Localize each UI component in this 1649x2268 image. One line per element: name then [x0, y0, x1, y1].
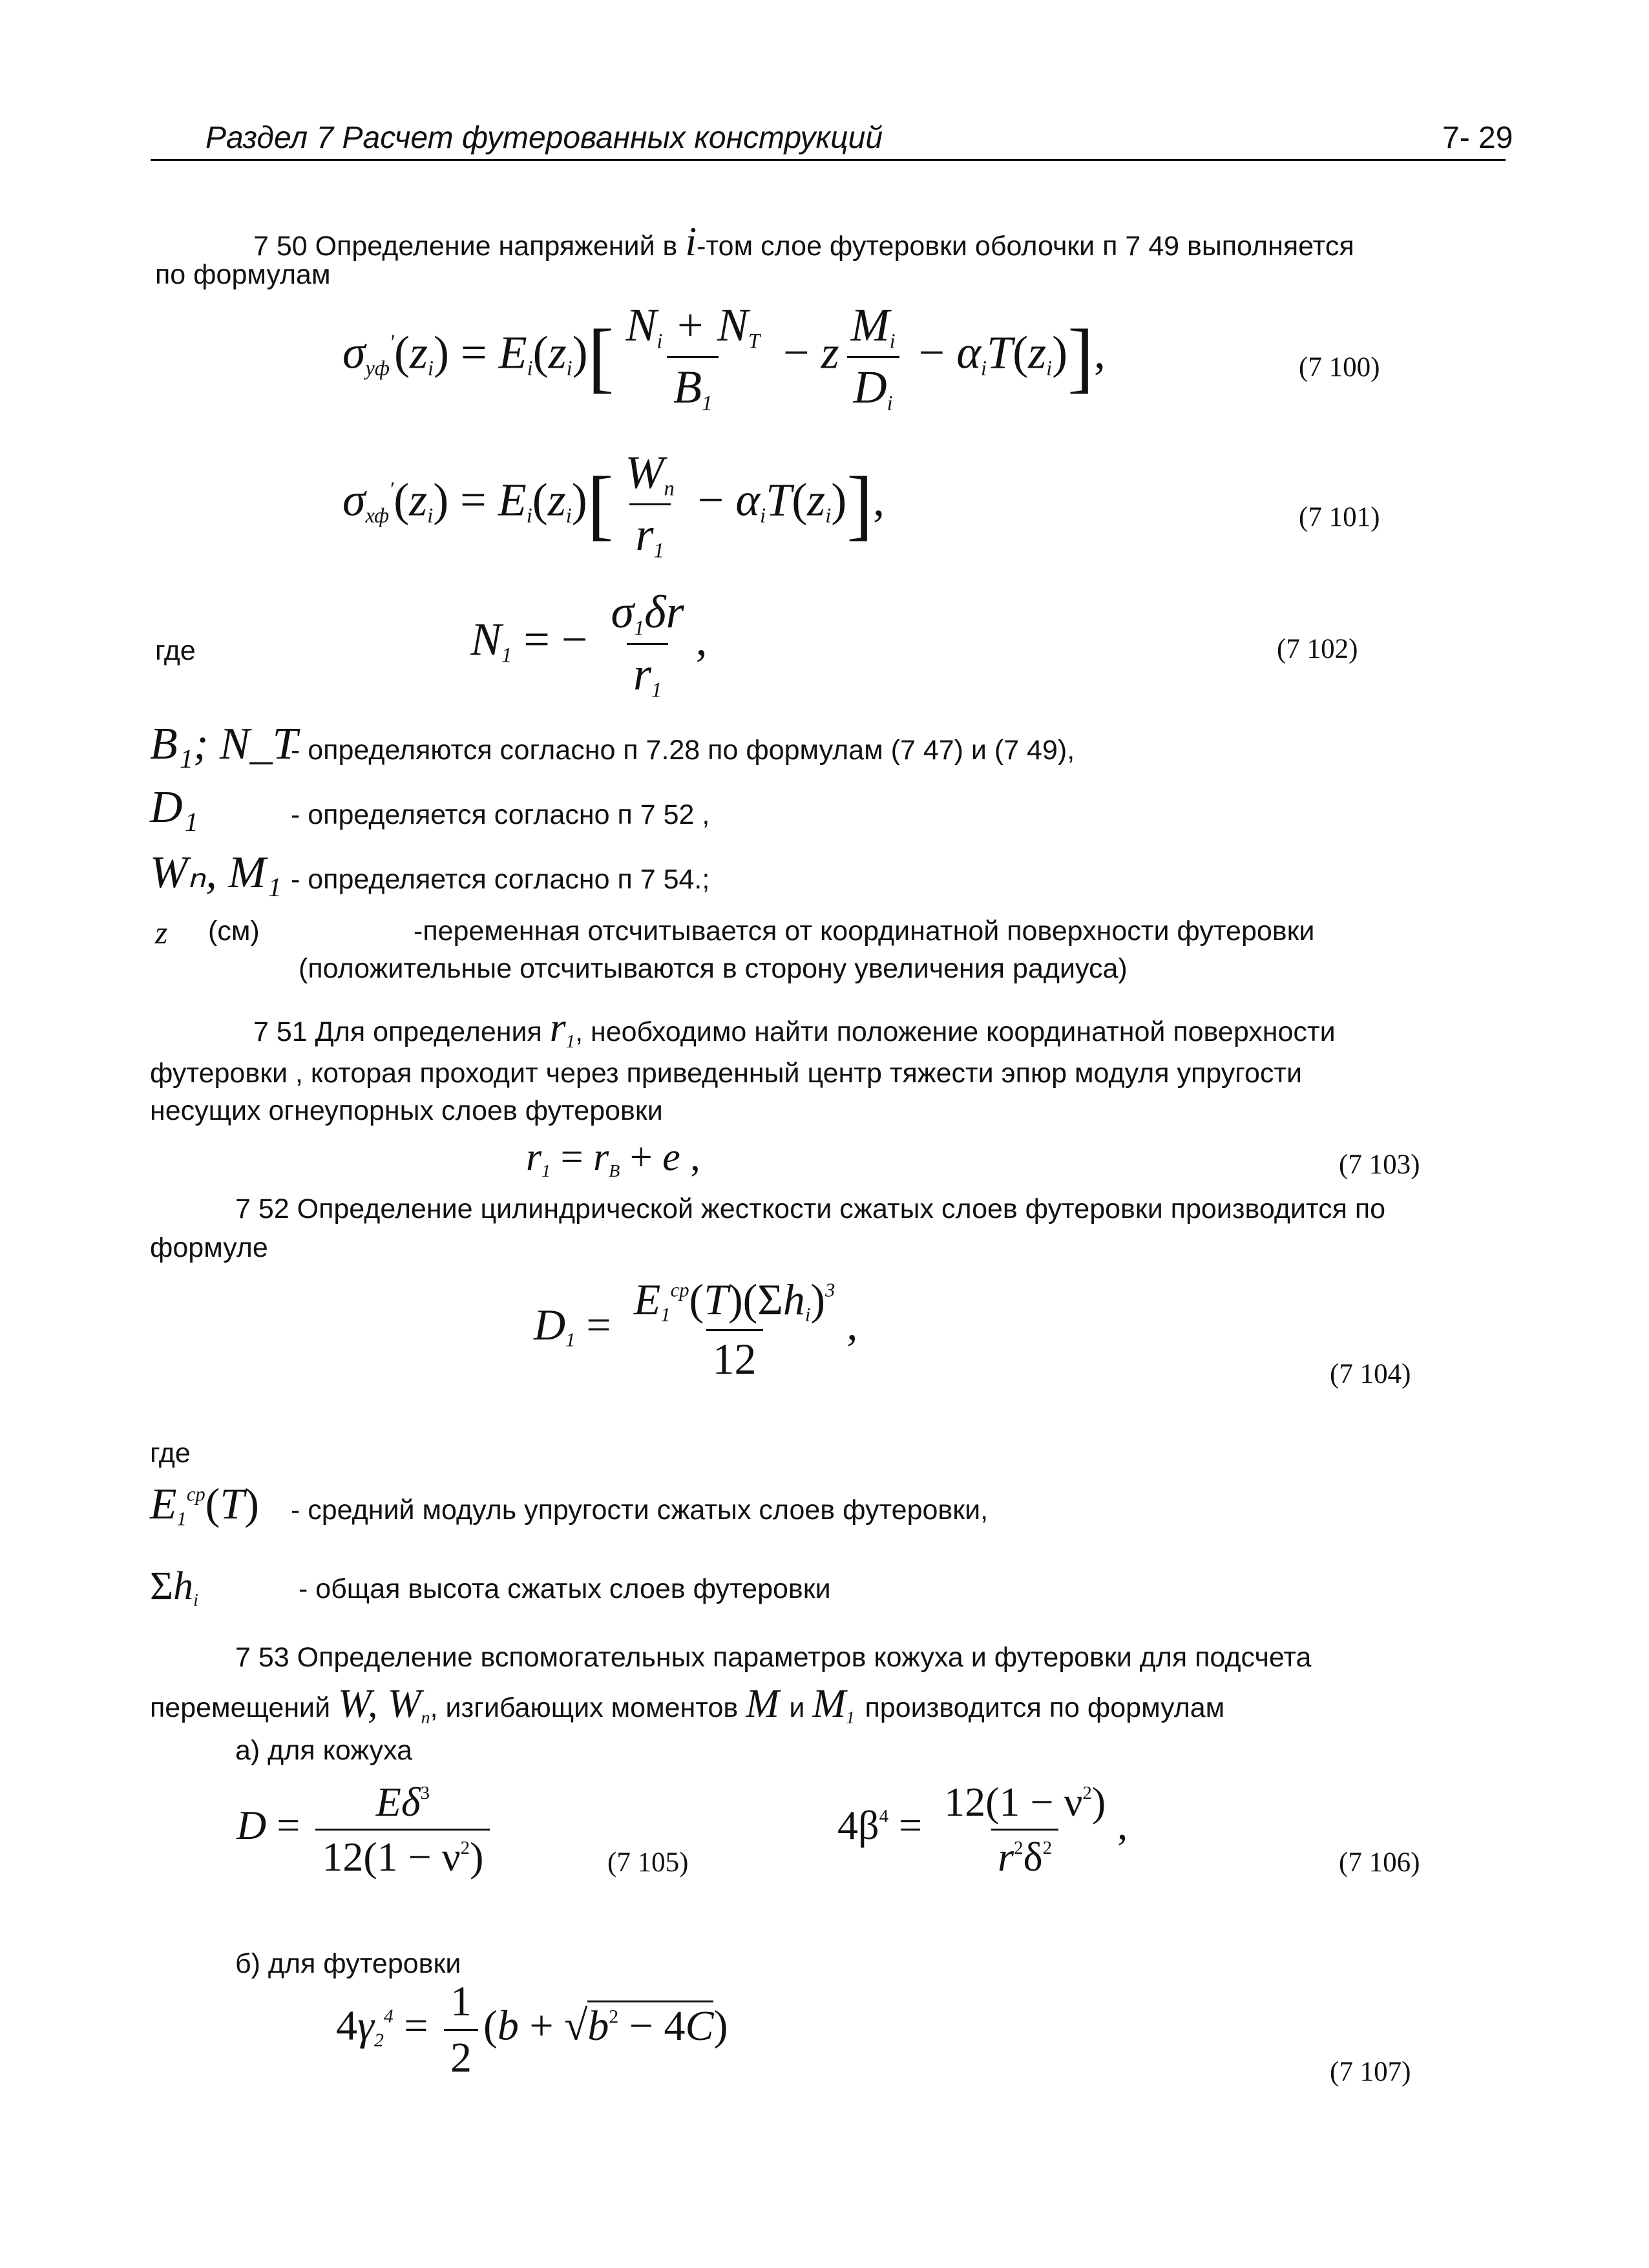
p751-text-a: 7 51 Для определения — [253, 1016, 542, 1047]
formula-7-100: $\sigma_{уф}'(z_i) = E_i(z_i)$[ $\frac{N_i + N_T}{B_1}$ − z $\frac{M_i}{D_i}$ − $\alpha_iT(z_i)$], — [342, 299, 1106, 415]
where-label-1: где — [155, 635, 196, 666]
formula-7-107: $4\gamma_2^4$ = $\frac{1}{2}$ $(b + √b^2 - 4C)$ — [336, 1978, 728, 2081]
formula-7-103: $r_1 = r_B + e$ , — [526, 1135, 700, 1181]
def-e-symbol: $E_1^{ср}(T)$ — [150, 1479, 259, 1530]
var-m: M — [746, 1682, 790, 1726]
var-m1: $M_1$ — [812, 1682, 855, 1728]
var-r1: $r_1$ — [549, 1004, 576, 1053]
p750-text-a: 7 50 Определение напряжений в — [253, 231, 678, 262]
def-h-symbol: $\Sigma h_i$ — [150, 1564, 198, 1610]
section-title: Раздел 7 Расчет футерованных конструкций — [205, 121, 883, 155]
p753-b-label: б) для футеровки — [235, 1948, 461, 1979]
formula-7-106: $4\beta^4$ = $\frac{12(1 - \nu^2)}{r^2\delta^2}$ , — [837, 1779, 1128, 1880]
p753-text-c: и — [789, 1692, 805, 1723]
def-h-text: - общая высота сжатых слоев футеровки — [299, 1573, 831, 1604]
p753-a-label: а) для кожуха — [235, 1735, 412, 1766]
eq-number-7-104: (7 104) — [1330, 1359, 1411, 1389]
p753-text-d: производится по формулам — [865, 1692, 1225, 1723]
p750-text-b: -том слое футеровки оболочки п 7 49 выполняется — [697, 231, 1354, 262]
eq-number-7-102: (7 102) — [1277, 634, 1358, 664]
p751-line3: несущих огнеупорных слоев футеровки — [150, 1095, 663, 1126]
p753-line1: 7 53 Определение вспомогательных параметров кожуха и футеровки для подсчета — [235, 1642, 1312, 1673]
eq-number-7-100: (7 100) — [1299, 352, 1380, 383]
def-b1-nt-text: - определяются согласно п 7.28 по формулам (7 47) и (7 49), — [291, 735, 1075, 766]
p750-line2: по формулам — [155, 259, 331, 290]
def-b1-nt-symbol: B₁; N_T — [150, 719, 298, 769]
formula-7-102: $N_1$ = − $\frac{\sigma_1\delta r}{r_1}$ , — [470, 586, 708, 702]
def-z-symbol: z — [155, 914, 168, 950]
var-i: i — [685, 218, 697, 264]
p753-text-b: , изгибающих моментов — [430, 1692, 739, 1723]
def-d1-text: - определяется согласно п 7 52 , — [291, 799, 710, 830]
def-e-text: - средний модуль упругости сжатых слоев футеровки, — [291, 1495, 989, 1526]
where-label-2: где — [150, 1438, 191, 1469]
formula-7-101: $\sigma_{хф}'(z_i) = E_i(z_i)$[ $\frac{W_n}{r_1}$ − $\alpha_iT(z_i)$], — [342, 446, 885, 563]
p751-line1 — [253, 1003, 1336, 1053]
formula-7-104: $D_1$ = $\frac{E_1^{ср}(T)(\Sigma h_i)^3}{12}$ , — [534, 1275, 858, 1383]
p752-line2: формуле — [150, 1232, 268, 1263]
var-w-wn: W, $W_n$ — [338, 1682, 430, 1728]
def-z-text: -переменная отсчитывается от координатной поверхности футеровки — [414, 916, 1315, 947]
eq-number-7-106: (7 106) — [1339, 1847, 1420, 1878]
eq-number-7-107: (7 107) — [1330, 2057, 1411, 2087]
def-wn-m1-symbol: Wₙ, M₁ — [150, 848, 282, 898]
eq-number-7-101: (7 101) — [1299, 502, 1380, 532]
p753-line2 — [150, 1680, 1224, 1728]
def-d1-symbol: D₁ — [150, 782, 198, 832]
formula-7-105: D = $\frac{E\delta^3}{12(1 - \nu^2)}$ — [236, 1778, 495, 1881]
p751-line2: футеровки , которая проходит через приведенный центр тяжести эпюр модуля упругости — [150, 1058, 1303, 1089]
p752-line1: 7 52 Определение цилиндрической жесткости сжатых слоев футеровки производится по — [235, 1193, 1386, 1224]
header-rule — [151, 159, 1506, 161]
def-z-unit: (см) — [208, 916, 260, 947]
def-wn-m1-text: - определяется согласно п 7 54.; — [291, 864, 710, 895]
p750-line1 — [253, 217, 1354, 267]
eq-number-7-103: (7 103) — [1339, 1150, 1420, 1180]
p753-text-a: перемещений — [150, 1692, 331, 1723]
p751-text-b: , необходимо найти положение координатной поверхности — [575, 1016, 1336, 1047]
page-number: 7- 29 — [1442, 121, 1513, 155]
eq-number-7-105: (7 105) — [607, 1847, 689, 1878]
def-z-text-2: (положительные отсчитываются в сторону увеличения радиуса) — [299, 953, 1128, 984]
